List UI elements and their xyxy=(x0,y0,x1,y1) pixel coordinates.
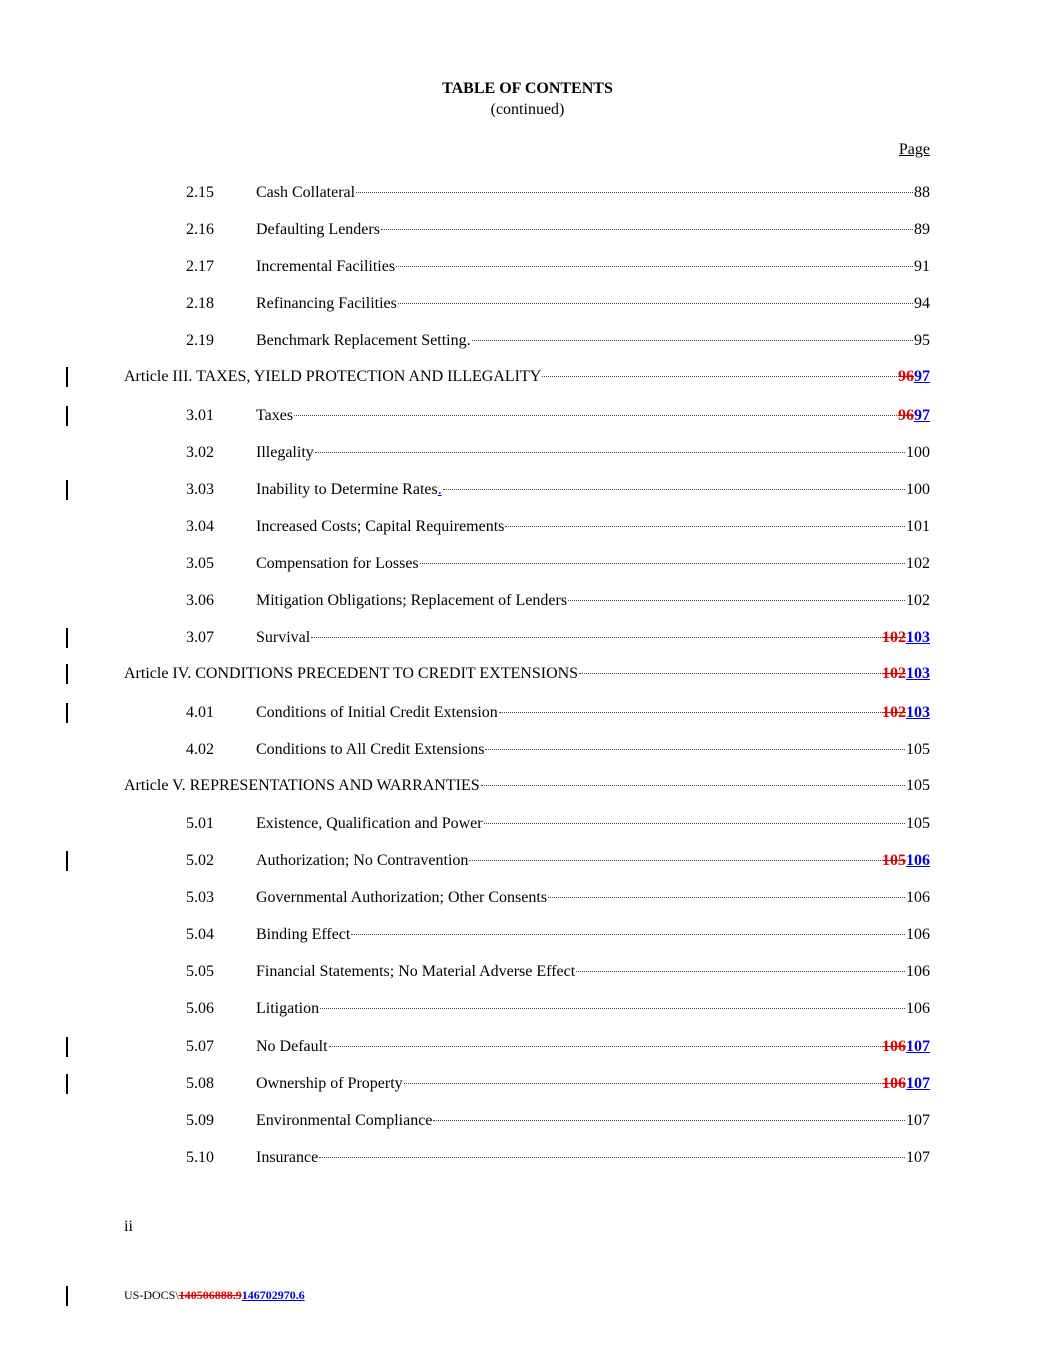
dot-leader xyxy=(315,452,905,453)
toc-section-entry[interactable] xyxy=(186,1147,930,1169)
section-number: 2.16 xyxy=(186,221,214,238)
entry-label: Ownership of Property xyxy=(256,1075,403,1092)
dot-leader xyxy=(576,971,905,972)
entry-label: Insurance xyxy=(256,1149,319,1166)
doc-id-deleted: 140506888.9 xyxy=(178,1288,242,1302)
entry-label: Article III. TAXES, YIELD PROTECTION AND ILLEGALITY xyxy=(124,368,542,385)
change-bar xyxy=(66,703,68,723)
toc-section-entry[interactable] xyxy=(186,516,930,538)
change-bar xyxy=(66,1037,68,1057)
dot-leader xyxy=(319,1157,905,1158)
deleted-page-number: 102 xyxy=(882,704,906,721)
dot-leader xyxy=(396,266,913,267)
page-number: 101 xyxy=(906,518,930,535)
doc-id-inserted: 146702970.6 xyxy=(241,1288,305,1302)
entry-label: Illegality xyxy=(256,444,314,461)
dot-leader xyxy=(485,749,905,750)
section-number: 2.18 xyxy=(186,295,214,312)
inserted-page-number: 107 xyxy=(906,1038,930,1055)
dot-leader xyxy=(433,1120,905,1121)
page-number xyxy=(898,405,930,427)
section-number: 5.06 xyxy=(186,1000,214,1017)
toc-article-entry[interactable] xyxy=(124,775,930,797)
toc-section-entry[interactable] xyxy=(186,1036,930,1058)
toc-section-entry[interactable] xyxy=(186,998,930,1020)
toc-section-entry[interactable] xyxy=(186,219,930,241)
toc-article-entry[interactable] xyxy=(124,366,930,388)
inserted-text: . xyxy=(437,481,442,498)
entry-label: Existence, Qualification and Power xyxy=(256,815,483,832)
document-id xyxy=(124,1288,305,1303)
toc-section-entry[interactable] xyxy=(186,256,930,278)
toc-section-entry[interactable] xyxy=(186,850,930,872)
toc-section-entry[interactable] xyxy=(186,182,930,204)
dot-leader xyxy=(294,415,897,416)
inserted-page-number: 106 xyxy=(906,852,930,869)
deleted-page-number: 106 xyxy=(882,1038,906,1055)
toc-section-entry[interactable] xyxy=(186,924,930,946)
dot-leader xyxy=(548,897,905,898)
section-number: 5.03 xyxy=(186,889,214,906)
section-number: 4.01 xyxy=(186,704,214,721)
toc-section-entry[interactable] xyxy=(186,1073,930,1095)
toc-section-entry[interactable] xyxy=(186,702,930,724)
toc-section-entry[interactable] xyxy=(186,405,930,427)
section-number: 3.05 xyxy=(186,555,214,572)
dot-leader xyxy=(320,1008,905,1009)
toc-article-entry[interactable] xyxy=(124,663,930,685)
toc-section-entry[interactable] xyxy=(186,590,930,612)
entry-label: Article V. REPRESENTATIONS AND WARRANTIES xyxy=(124,777,480,794)
toc-section-entry[interactable] xyxy=(186,961,930,983)
dot-leader xyxy=(499,712,881,713)
entry-label: Refinancing Facilities xyxy=(256,295,397,312)
page-number: 100 xyxy=(906,444,930,461)
deleted-page-number: 106 xyxy=(882,1075,906,1092)
toc-section-entry[interactable] xyxy=(186,887,930,909)
inserted-page-number: 103 xyxy=(906,629,930,646)
dot-leader xyxy=(542,376,897,377)
page-number: 107 xyxy=(906,1112,930,1129)
entry-label: Compensation for Losses xyxy=(256,555,419,572)
inserted-page-number: 103 xyxy=(906,665,930,682)
entry-label: Cash Collateral xyxy=(256,184,356,201)
dot-leader xyxy=(404,1083,881,1084)
dot-leader xyxy=(329,1046,881,1047)
entry-label: Conditions of Initial Credit Extension xyxy=(256,704,498,721)
section-number: 3.02 xyxy=(186,444,214,461)
section-number: 5.07 xyxy=(186,1038,214,1055)
toc-subtitle: (continued) xyxy=(490,101,565,118)
deleted-page-number: 102 xyxy=(882,665,906,682)
dot-leader xyxy=(505,526,905,527)
page-number: 88 xyxy=(914,184,930,201)
page-number: 94 xyxy=(914,295,930,312)
entry-label: Binding Effect xyxy=(256,926,351,943)
change-bar xyxy=(66,1074,68,1094)
dot-leader xyxy=(484,823,905,824)
change-bar xyxy=(66,480,68,500)
page-number: 105 xyxy=(906,777,930,794)
page-number: 102 xyxy=(906,592,930,609)
change-bar xyxy=(66,1286,68,1306)
section-number: 4.02 xyxy=(186,741,214,758)
change-bar xyxy=(66,664,68,684)
dot-leader xyxy=(351,934,905,935)
entry-label: Environmental Compliance xyxy=(256,1112,433,1129)
page-number: 91 xyxy=(914,258,930,275)
entry-label: Survival xyxy=(256,629,311,646)
dot-leader xyxy=(420,563,905,564)
entry-label: Defaulting Lenders xyxy=(256,221,380,238)
entry-label: Article IV. CONDITIONS PRECEDENT TO CREDIT EXTENSIONS xyxy=(124,665,579,682)
page-number: 100 xyxy=(906,481,930,498)
section-number: 5.08 xyxy=(186,1075,214,1092)
change-bar xyxy=(66,406,68,426)
section-number: 5.09 xyxy=(186,1112,214,1129)
page-folio: ii xyxy=(124,1218,133,1235)
entry-label: Incremental Facilities xyxy=(256,258,396,275)
entry-label: Increased Costs; Capital Requirements xyxy=(256,518,505,535)
page-number xyxy=(882,627,930,649)
page-number xyxy=(882,663,930,685)
inserted-page-number: 97 xyxy=(914,368,930,385)
section-number: 5.04 xyxy=(186,926,214,943)
entry-label: Inability to Determine Rates xyxy=(256,481,438,498)
section-number: 2.17 xyxy=(186,258,214,275)
page-number: 102 xyxy=(906,555,930,572)
entry-label: Mitigation Obligations; Replacement of Lenders xyxy=(256,592,568,609)
deleted-page-number: 105 xyxy=(882,852,906,869)
section-number: 5.02 xyxy=(186,852,214,869)
section-number: 5.10 xyxy=(186,1149,214,1166)
toc-section-entry[interactable] xyxy=(186,479,930,501)
page-number xyxy=(882,1036,930,1058)
page-number xyxy=(882,850,930,872)
entry-label: Conditions to All Credit Extensions xyxy=(256,741,485,758)
page-number xyxy=(898,366,930,388)
page-number xyxy=(882,702,930,724)
section-number: 2.19 xyxy=(186,332,214,349)
inserted-page-number: 103 xyxy=(906,704,930,721)
page-number: 106 xyxy=(906,1000,930,1017)
entry-label: Financial Statements; No Material Adverse Effect xyxy=(256,963,576,980)
dot-leader xyxy=(311,637,881,638)
dot-leader xyxy=(469,860,881,861)
section-number: 3.04 xyxy=(186,518,214,535)
change-bar xyxy=(66,367,68,387)
page-number: 105 xyxy=(906,815,930,832)
toc-section-entry[interactable] xyxy=(186,553,930,575)
dot-leader xyxy=(443,489,905,490)
page-number: 95 xyxy=(914,332,930,349)
entry-label: Governmental Authorization; Other Consents xyxy=(256,889,548,906)
dot-leader xyxy=(481,785,905,786)
entry-label: Benchmark Replacement Setting. xyxy=(256,332,471,349)
dot-leader xyxy=(568,600,905,601)
dot-leader xyxy=(398,303,913,304)
dot-leader xyxy=(356,192,913,193)
section-number: 3.01 xyxy=(186,407,214,424)
page-number: 106 xyxy=(906,963,930,980)
page-number: 105 xyxy=(906,741,930,758)
doc-id-prefix: US-DOCS\ xyxy=(124,1288,179,1302)
section-number: 2.15 xyxy=(186,184,214,201)
dot-leader xyxy=(579,673,881,674)
deleted-page-number: 96 xyxy=(898,407,914,424)
deleted-page-number: 96 xyxy=(898,368,914,385)
toc-section-entry[interactable] xyxy=(186,442,930,464)
entry-label: No Default xyxy=(256,1038,328,1055)
toc-section-entry[interactable] xyxy=(186,1110,930,1132)
toc-title: TABLE OF CONTENTS xyxy=(442,80,613,97)
page-number: 106 xyxy=(906,926,930,943)
entry-label: Litigation xyxy=(256,1000,320,1017)
page-number: 106 xyxy=(906,889,930,906)
page-number: 107 xyxy=(906,1149,930,1166)
section-number: 3.03 xyxy=(186,481,214,498)
entry-label: Taxes xyxy=(256,407,294,424)
toc-section-entry[interactable] xyxy=(186,627,930,649)
dot-leader xyxy=(381,229,913,230)
dot-leader xyxy=(472,340,913,341)
toc-section-entry[interactable] xyxy=(186,330,930,352)
page-number xyxy=(882,1073,930,1095)
change-bar xyxy=(66,628,68,648)
page-number: 89 xyxy=(914,221,930,238)
deleted-page-number: 102 xyxy=(882,629,906,646)
inserted-page-number: 107 xyxy=(906,1075,930,1092)
toc-section-entry[interactable] xyxy=(186,293,930,315)
toc-section-entry[interactable] xyxy=(186,739,930,761)
change-bar xyxy=(66,851,68,871)
toc-section-entry[interactable] xyxy=(186,813,930,835)
section-number: 3.06 xyxy=(186,592,214,609)
section-number: 5.01 xyxy=(186,815,214,832)
section-number: 3.07 xyxy=(186,629,214,646)
page-column-header: Page xyxy=(898,141,930,158)
entry-label: Authorization; No Contravention xyxy=(256,852,469,869)
section-number: 5.05 xyxy=(186,963,214,980)
inserted-page-number: 97 xyxy=(914,407,930,424)
